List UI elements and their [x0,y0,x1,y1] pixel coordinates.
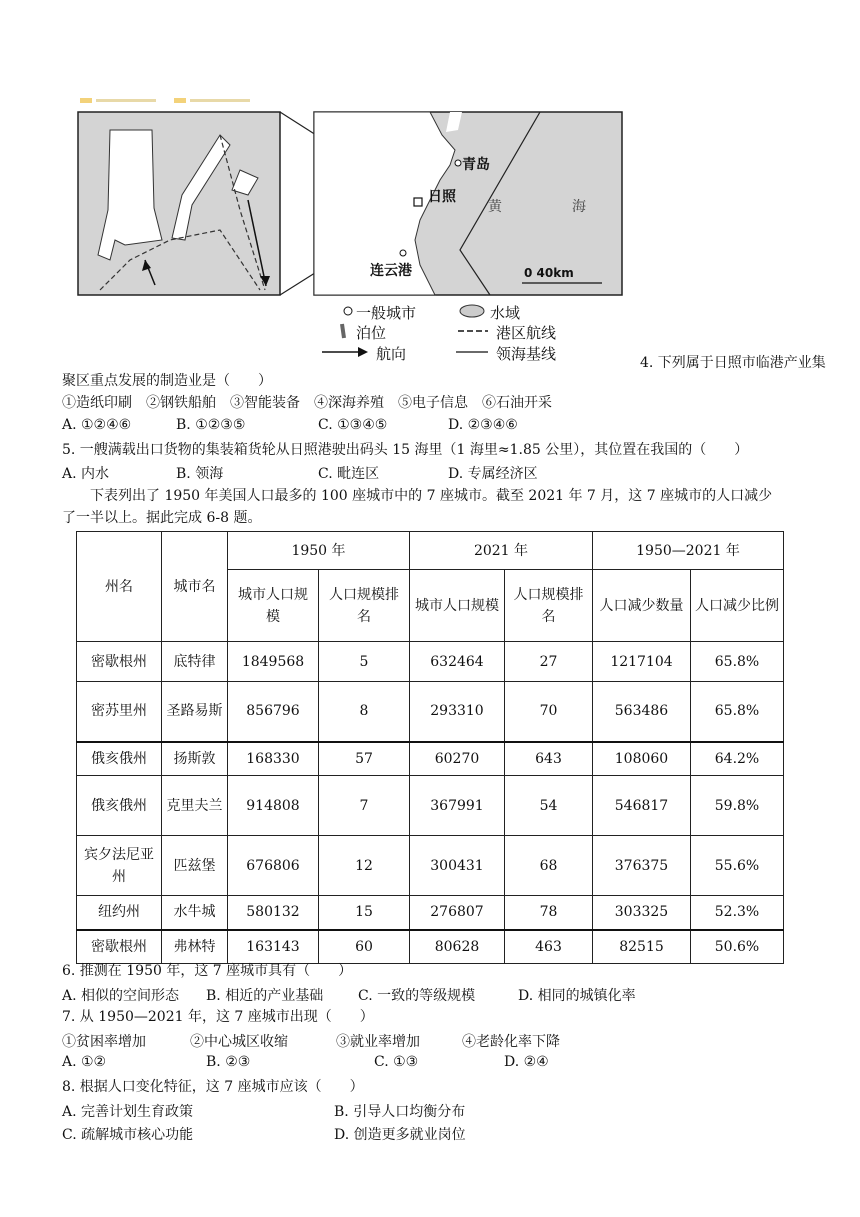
q6-option-a[interactable]: A. 相似的空间形态 [62,988,180,1004]
q5-stem: 5. 一艘满载出口货物的集装箱货轮从日照港驶出码头 15 海里（1 海里≈1.85 公里），其位置在我国的（ ） [62,442,749,458]
table-cell-r1950: 8 [319,682,410,742]
table-row [77,742,784,776]
table-cell-r1950: 12 [319,836,410,896]
q5-option-d[interactable]: D. 专属经济区 [448,466,538,482]
label-scale: 0 40km [524,266,574,280]
q6-option-d[interactable]: D. 相同的城镇化率 [518,988,636,1004]
table-cell-pct: 59.8% [691,776,784,836]
legend-berth-symbol [342,324,344,338]
q7-option-c[interactable]: C. ①③ [374,1054,419,1070]
table-cell-state: 俄亥俄州 [77,742,162,776]
legend-route-label: 港区航线 [496,324,557,342]
table-cell-dec: 82515 [593,930,691,964]
q5-option-b[interactable]: B. 领海 [176,466,224,482]
table-cell-pct: 55.6% [691,836,784,896]
header-state: 州名 [77,532,162,642]
header-decrease-num: 人口减少数量 [593,570,691,642]
header-rank-1950: 人口规模排名 [319,570,410,642]
table-cell-r1950: 5 [319,642,410,682]
label-sea-huang: 黄 [488,199,502,215]
table-cell-dec: 563486 [593,682,691,742]
legend-berth-label: 泊位 [356,324,387,342]
table-cell-r2021: 78 [505,896,593,930]
table-cell-state: 密歇根州 [77,930,162,964]
table-cell-r1950: 7 [319,776,410,836]
table-cell-p2021: 367991 [410,776,505,836]
table-cell-p2021: 80628 [410,930,505,964]
header-rank-2021: 人口规模排名 [505,570,593,642]
table-cell-city: 圣路易斯 [162,682,228,742]
faded-mark-4 [190,99,250,102]
table-cell-p1950: 168330 [228,742,319,776]
legend-city-label: 一般城市 [356,304,417,322]
table-cell-state: 纽约州 [77,896,162,930]
q7-option-b[interactable]: B. ②③ [206,1054,251,1070]
q4-option-d[interactable]: D. ②③④⑥ [448,417,518,433]
table-cell-pct: 52.3% [691,896,784,930]
header-1950: 1950 年 [228,532,410,570]
q4-option-c[interactable]: C. ①③④⑤ [318,417,388,433]
label-lianyungang: 连云港 [370,263,412,279]
table-cell-p2021: 293310 [410,682,505,742]
port-detail-panel [78,112,280,295]
q5-option-c[interactable]: C. 毗连区 [318,466,380,482]
q6-option-b[interactable]: B. 相近的产业基础 [206,988,324,1004]
table-cell-r2021: 27 [505,642,593,682]
table-cell-p1950: 580132 [228,896,319,930]
table-cell-dec: 546817 [593,776,691,836]
table-cell-city: 扬斯敦 [162,742,228,776]
table-row [77,836,784,896]
table-cell-p1950: 163143 [228,930,319,964]
q8-option-b[interactable]: B. 引导人口均衡分布 [334,1104,466,1120]
table-cell-pct: 65.8% [691,642,784,682]
table-cell-p1950: 856796 [228,682,319,742]
header-1950-2021: 1950—2021 年 [593,532,784,570]
legend-city-symbol [344,307,352,315]
q6-stem: 6. 推测在 1950 年，这 7 座城市具有（ ） [62,963,353,979]
table-cell-state: 俄亥俄州 [77,776,162,836]
table-cell-pct: 64.2% [691,742,784,776]
table-cell-pct: 50.6% [691,930,784,964]
q8-option-a[interactable]: A. 完善计划生育政策 [62,1104,194,1120]
header-pop-1950: 城市人口规模 [228,570,319,642]
label-sea-hai: 海 [572,199,586,215]
intro-line-1: 下表列出了 1950 年美国人口最多的 100 座城市中的 7 座城市。截至 2021 年 7 月，这 7 座城市的人口减少 [90,488,773,504]
q4-items: ①造纸印刷 ②钢铁船舶 ③智能装备 ④深海养殖 ⑤电子信息 ⑥石油开采 [62,395,552,411]
q7-item-2: ②中心城区收缩 [190,1034,288,1050]
q7-item-1: ①贫困率增加 [62,1034,146,1050]
table-cell-r2021: 54 [505,776,593,836]
faded-mark-2 [96,99,156,102]
table-cell-r1950: 15 [319,896,410,930]
q4-stem-start: 4. 下列属于日照市临港产业集 [640,355,826,371]
q6-option-c[interactable]: C. 一致的等级规模 [358,988,476,1004]
q7-item-3: ③就业率增加 [336,1034,420,1050]
label-rizhao: 日照 [428,189,456,205]
table-cell-r2021: 70 [505,682,593,742]
table-row [77,930,784,964]
legend-water-label: 水域 [490,304,521,322]
q4-option-a[interactable]: A. ①②④⑥ [62,417,132,433]
city-population-table [76,531,784,964]
faded-mark-1 [80,98,92,103]
table-cell-dec: 108060 [593,742,691,776]
q7-option-d[interactable]: D. ②④ [504,1054,549,1070]
table-row [77,642,784,682]
table-cell-r2021: 463 [505,930,593,964]
table-cell-p2021: 300431 [410,836,505,896]
q7-item-4: ④老龄化率下降 [462,1034,560,1050]
header-city: 城市名 [162,532,228,642]
q8-option-c[interactable]: C. 疏解城市核心功能 [62,1127,194,1143]
table-cell-r2021: 643 [505,742,593,776]
table-cell-p1950: 914808 [228,776,319,836]
table-cell-city: 弗林特 [162,930,228,964]
table-cell-state: 密苏里州 [77,682,162,742]
table-row [77,896,784,930]
table-cell-r1950: 57 [319,742,410,776]
table-cell-dec: 376375 [593,836,691,896]
table-cell-city: 水牛城 [162,896,228,930]
faded-mark-3 [174,98,186,103]
table-cell-state: 宾夕法尼亚州 [77,836,162,896]
table-cell-r1950: 60 [319,930,410,964]
q7-stem: 7. 从 1950—2021 年，这 7 座城市出现（ ） [62,1009,374,1025]
table-cell-state: 密歇根州 [77,642,162,682]
table-cell-city: 克里夫兰 [162,776,228,836]
legend-water-symbol [460,305,484,317]
header-pop-2021: 城市人口规模 [410,570,505,642]
legend-baseline-label: 领海基线 [496,345,557,363]
table-cell-p1950: 1849568 [228,642,319,682]
header-decrease-pct: 人口减少比例 [691,570,784,642]
q8-option-d[interactable]: D. 创造更多就业岗位 [334,1127,466,1143]
table-cell-r2021: 68 [505,836,593,896]
intro-line-2: 了一半以上。据此完成 6-8 题。 [62,510,262,526]
q4-stem-end: 聚区重点发展的制造业是（ ） [62,373,272,389]
table-cell-city: 底特律 [162,642,228,682]
table-cell-p2021: 276807 [410,896,505,930]
table-row [77,682,784,742]
q7-option-a[interactable]: A. ①② [62,1054,107,1070]
table-cell-pct: 65.8% [691,682,784,742]
table-row [77,776,784,836]
table-cell-dec: 303325 [593,896,691,930]
table-cell-p1950: 676806 [228,836,319,896]
legend-heading-label: 航向 [376,345,407,363]
label-qingdao: 青岛 [462,157,490,173]
table-cell-dec: 1217104 [593,642,691,682]
q4-option-b[interactable]: B. ①②③⑤ [176,417,246,433]
table-cell-city: 匹兹堡 [162,836,228,896]
q5-option-a[interactable]: A. 内水 [62,466,110,482]
q8-stem: 8. 根据人口变化特征，这 7 座城市应该（ ） [62,1079,364,1095]
table-cell-p2021: 632464 [410,642,505,682]
table-cell-p2021: 60270 [410,742,505,776]
header-2021: 2021 年 [410,532,593,570]
